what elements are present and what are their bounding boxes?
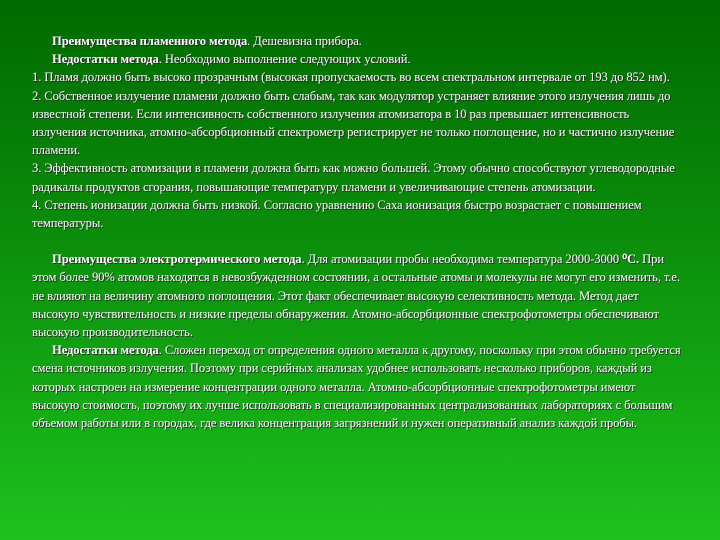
- flame-condition-3: 3. Эффективность атомизации в пламени должна быть как можно большей. Этому обычно способствуют углеводородные радикалы продуктов сгорания, повышающие температуру пламени и увеличивающие степень атомизации.: [32, 161, 675, 194]
- electro-disadvantages-paragraph: [32, 341, 682, 432]
- flame-condition-1: 1. Пламя должно быть высоко прозрачным (высокая пропускаемость во всем спектральном интервале от 193 до 852 нм).: [32, 70, 670, 85]
- electro-advantages-text-after: При этом более 90% атомов находятся в невозбужденном состоянии, а остальные атомы и молекулы не могут его изменить, т.е. не влияют на величину атомного поглощения. Этот факт обеспечивает высокую селективность метода. Метод дает высокую чувствительность и низкие пределы обнаружения. Атомно-абсорбционные спектрофотометры обеспечивают высокую производительность.: [32, 252, 680, 340]
- flame-disadvantages-text: . Необходимо выполнение следующих условий.: [158, 52, 411, 67]
- flame-advantages-heading: Преимущества пламенного метода: [52, 34, 248, 48]
- section-spacer: [32, 232, 682, 250]
- degree-unit: ⁰С.: [622, 252, 640, 267]
- electro-disadvantages-heading: Недостатки метода: [52, 343, 159, 358]
- flame-advantages-text: . Дешевизна прибора.: [247, 34, 362, 48]
- flame-disadvantages-heading: Недостатки метода: [52, 52, 159, 67]
- electro-advantages-paragraph: [32, 250, 682, 341]
- flame-disadvantages-paragraph: [32, 50, 682, 68]
- flame-advantages-paragraph: [32, 32, 682, 50]
- slide-content: [32, 32, 682, 432]
- flame-condition-4: 4. Степень ионизации должна быть низкой. Согласно уравнению Саха ионизация быстро возрастает с повышением температуры.: [32, 197, 642, 231]
- flame-condition-2: 2. Собственное излучение пламени должно быть слабым, так как модулятор устраняет влияние этого излучения лишь до известной степени. Если интенсивность собственного излучения атомизатора в 10 раз превышает интенсивность излучения источника, атомно-абсорбционный спектрометр регистрирует не только поглощение, но и частично излучение пламени.: [32, 88, 675, 158]
- electro-disadvantages-text: . Сложен переход от определения одного металла к другому, поскольку при этом обычно требуется смена источников излучения. Поэтому при серийных анализах удобнее использовать несколько приборов, каждый из которых настроен на измерение концентрации одного металла. Атомно-абсорбционные спектрофотометры имеют высокую стоимость, поэтому их лучше использовать в специализированных централизованных лабораториях с большим объемом работы или в городах, где велика концентрация загрязнений и нужен оперативный анализ каждой пробы.: [32, 343, 681, 431]
- electro-advantages-heading: Преимущества электротермического метода: [52, 252, 302, 267]
- electro-advantages-text-before: . Для атомизации пробы необходима температура 2000-3000: [301, 252, 623, 267]
